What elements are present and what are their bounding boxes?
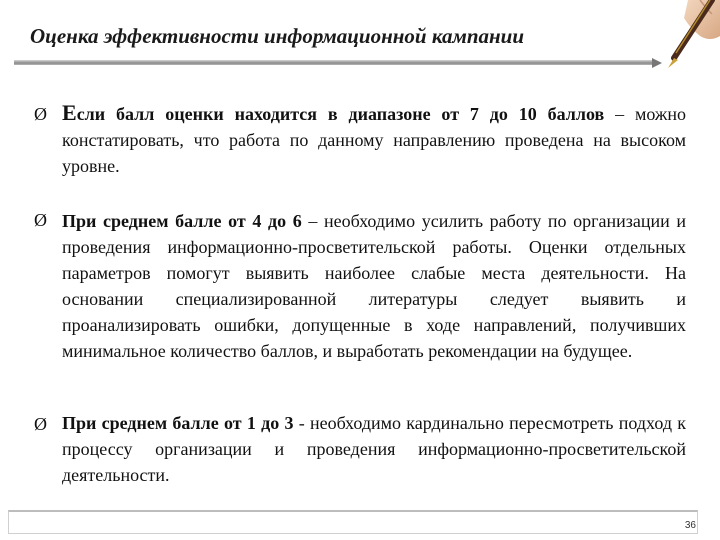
bullet-paragraph-2 — [62, 208, 686, 364]
bullet-1-drop-cap: Е — [62, 100, 77, 125]
bullet-2-text: – необходимо усилить работу по организации и проведения информационно-просветительской работы. Оценки отдельных параметров помогут выявить наиболее слабые места деятельности. На основании специализированной литературы следует выявить и проанализировать ошибки, допущенные в ходе направлений, получивших минимальное количество баллов, и выработать рекомендации на будущее. — [62, 211, 687, 361]
bullet-arrow-icon: Ø — [34, 104, 47, 124]
footer-bar — [8, 510, 698, 534]
title-underline — [14, 60, 654, 65]
bullet-1-text: – можно констатировать, что работа по данному направлению проведена на высоком уровне. — [62, 104, 686, 176]
bullet-arrow-icon: Ø — [34, 210, 47, 230]
bullet-paragraph-3 — [62, 410, 686, 488]
bullet-1-bold: сли балл оценки находится в диапазоне от 7 до 10 баллов — [76, 104, 605, 124]
fountain-pen-icon — [640, 0, 720, 70]
bullet-3-text: - необходимо кардинально пересмотреть подход к процессу организации и проведения информационно-просветительской деятельности. — [62, 413, 686, 485]
bullet-2-bold: При среднем балле от 4 до 6 — [62, 211, 302, 231]
bullet-arrow-icon: Ø — [34, 414, 47, 434]
slide-title: Оценка эффективности информационной кампании — [30, 24, 525, 48]
bullet-3-bold: При среднем балле от 1 до 3 — [62, 413, 294, 433]
bullet-paragraph-1 — [62, 100, 686, 179]
page-number: 36 — [684, 520, 696, 531]
